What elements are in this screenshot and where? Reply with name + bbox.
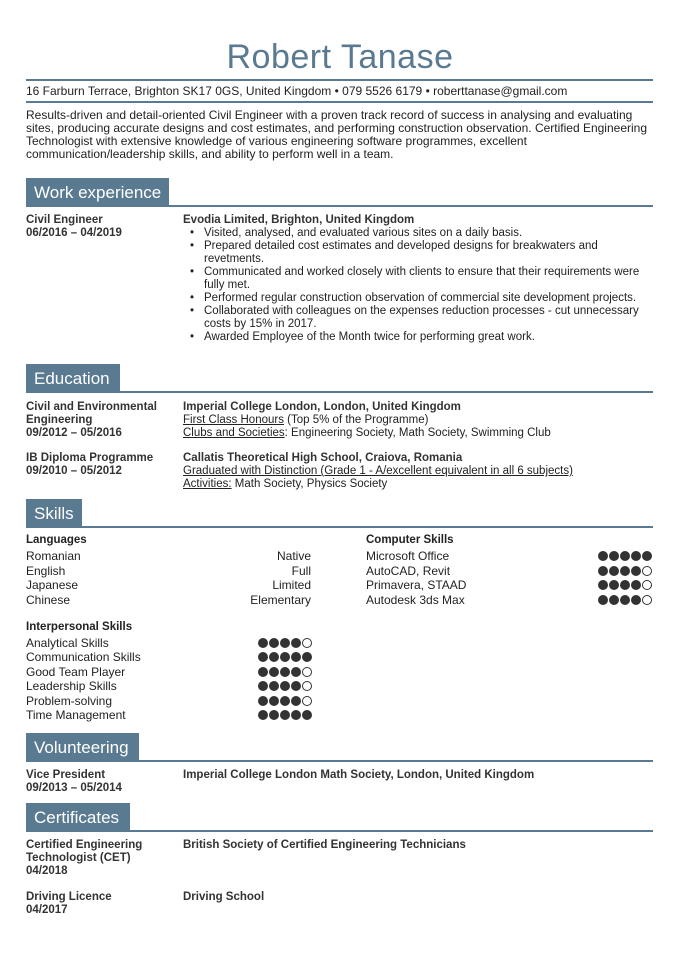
rating-dot-filled: [609, 551, 619, 561]
volunteer-role: Vice President: [26, 769, 106, 781]
rating-dot-filled: [291, 681, 301, 691]
rating-dot-filled: [269, 667, 279, 677]
skill-rating: [258, 710, 312, 720]
volunteer-dates: 09/2013 – 05/2014: [26, 782, 122, 794]
certificate-name: Certified Engineering Technologist (CET): [26, 839, 143, 864]
language-level: Full: [291, 564, 311, 578]
rating-dot-filled: [598, 595, 608, 605]
section-rule-skills: [26, 526, 653, 528]
interpersonal-skill-name: Problem-solving: [26, 694, 113, 708]
rating-dot-filled: [258, 710, 268, 720]
section-heading-work: Work experience: [26, 178, 169, 207]
rating-dot-filled: [291, 652, 301, 662]
job-responsibilities: [204, 227, 644, 344]
education-detail: Activities: Math Society, Physics Society: [183, 478, 388, 490]
interpersonal-skills-heading: Interpersonal Skills: [26, 621, 133, 633]
rating-dot-filled: [291, 638, 301, 648]
activities-label: Activities:: [183, 478, 232, 490]
skill-rating: [598, 595, 652, 605]
job-title: Civil Engineer: [26, 214, 103, 226]
rating-dot-filled: [269, 681, 279, 691]
language-name: English: [26, 564, 66, 578]
rating-dot-filled: [642, 551, 652, 561]
list-item: • Prepared detailed cost estimates and developed designs for breakwaters and revetments.: [204, 240, 644, 266]
skill-rating: [598, 551, 652, 561]
language-level: Elementary: [250, 593, 311, 607]
interpersonal-skill-name: Leadership Skills: [26, 679, 117, 693]
rating-dot-filled: [620, 566, 630, 576]
list-item: • Visited, analysed, and evaluated various sites on a daily basis.: [204, 227, 644, 240]
rating-dot-filled: [280, 696, 290, 706]
rating-dot-filled: [620, 551, 630, 561]
section-rule-volunteering: [26, 760, 653, 762]
education-degree: IB Diploma Programme: [26, 452, 154, 464]
rating-dot-empty: [302, 696, 312, 706]
rating-dot-empty: [302, 667, 312, 677]
rating-dot-filled: [620, 580, 630, 590]
certificate-issuer: Driving School: [183, 891, 265, 903]
skill-rating: [258, 638, 312, 648]
rating-dot-filled: [269, 696, 279, 706]
rating-dot-filled: [631, 580, 641, 590]
list-item: • Collaborated with colleagues on the expenses reduction processes - cut unnecessary costs by 15% in 2017.: [204, 305, 644, 331]
rating-dot-filled: [280, 667, 290, 677]
distinction-label: Graduated with Distinction (Grade 1 - A/excellent equivalent in all 6 subjects): [183, 465, 573, 477]
rating-dot-filled: [609, 580, 619, 590]
computer-skill-name: Primavera, STAAD: [366, 578, 467, 592]
education-detail: [183, 465, 653, 478]
certificate-issuer: British Society of Certified Engineering Technicians: [183, 839, 466, 851]
header-rule-bottom: [26, 101, 653, 103]
computer-skill-name: Microsoft Office: [366, 549, 450, 563]
language-name: Japanese: [26, 578, 79, 592]
education-detail: Clubs and Societies: Engineering Society, Math Society, Swimming Club: [183, 427, 551, 439]
rating-dot-empty: [642, 595, 652, 605]
rating-dot-filled: [609, 566, 619, 576]
education-degree: Civil and Environmental Engineering: [26, 401, 157, 426]
list-item: • Awarded Employee of the Month twice for performing great work.: [204, 331, 644, 344]
rating-dot-filled: [280, 638, 290, 648]
rating-dot-filled: [258, 652, 268, 662]
rating-dot-filled: [269, 710, 279, 720]
section-heading-volunteering: Volunteering: [26, 733, 139, 762]
certificate-date: 04/2017: [26, 904, 68, 916]
rating-dot-filled: [291, 696, 301, 706]
candidate-name: Robert Tanase: [226, 38, 454, 76]
skill-rating: [598, 566, 652, 576]
education-institution: Imperial College London, London, United Kingdom: [183, 401, 461, 413]
skill-rating: [598, 580, 652, 590]
rating-dot-filled: [280, 681, 290, 691]
rating-dot-empty: [642, 566, 652, 576]
rating-dot-filled: [631, 566, 641, 576]
rating-dot-filled: [269, 652, 279, 662]
rating-dot-filled: [258, 696, 268, 706]
rating-dot-empty: [302, 681, 312, 691]
rating-dot-empty: [302, 638, 312, 648]
section-heading-certificates: Certificates: [26, 803, 130, 832]
language-level: Native: [276, 549, 311, 563]
section-rule-certificates: [26, 830, 653, 832]
education-institution: Callatis Theoretical High School, Craiova, Romania: [183, 452, 463, 464]
certificate-date: 04/2018: [26, 865, 68, 877]
language-level: Limited: [272, 578, 311, 592]
interpersonal-skill-name: Communication Skills: [26, 650, 141, 664]
rating-dot-filled: [258, 638, 268, 648]
section-heading-skills: Skills: [26, 499, 82, 528]
list-item: • Communicated and worked closely with clients to ensure that their requirements were fully met.: [204, 266, 644, 292]
section-rule-work: [26, 205, 653, 207]
rating-dot-filled: [258, 667, 268, 677]
rating-dot-filled: [258, 681, 268, 691]
rating-dot-filled: [280, 710, 290, 720]
section-rule-education: [26, 391, 653, 393]
language-name: Chinese: [26, 593, 71, 607]
rating-dot-filled: [269, 638, 279, 648]
education-detail: First Class Honours (Top 5% of the Programme): [183, 414, 429, 426]
interpersonal-skill-name: Time Management: [26, 708, 126, 722]
rating-dot-filled: [631, 551, 641, 561]
languages-heading: Languages: [26, 534, 87, 546]
education-dates: 09/2010 – 05/2012: [26, 465, 122, 477]
professional-summary: Results-driven and detail-oriented Civil Engineer with a proven track record of success in analysing and evaluating sites, producing accurate designs and cost estimates, and performing construction observation. Certified Engineering Technologist with extensive knowledge of various engineering software programmes, excellent communication/leadership skills, and ability to perform well in a team.: [26, 108, 648, 161]
rating-dot-filled: [302, 652, 312, 662]
honours-label: First Class Honours: [183, 414, 284, 426]
skill-rating: [258, 696, 312, 706]
skill-rating: [258, 667, 312, 677]
rating-dot-filled: [620, 595, 630, 605]
clubs-label: Clubs and Societies: [183, 427, 285, 439]
section-heading-education: Education: [26, 364, 120, 393]
interpersonal-skill-name: Analytical Skills: [26, 636, 109, 650]
skill-rating: [258, 652, 312, 662]
interpersonal-skill-name: Good Team Player: [26, 665, 126, 679]
header-rule-top: [26, 79, 653, 81]
volunteer-organization: Imperial College London Math Society, London, United Kingdom: [183, 769, 535, 781]
rating-dot-filled: [291, 710, 301, 720]
skill-rating: [258, 681, 312, 691]
job-dates: 06/2016 – 04/2019: [26, 227, 122, 239]
language-name: Romanian: [26, 549, 81, 563]
rating-dot-filled: [291, 667, 301, 677]
job-employer: Evodia Limited, Brighton, United Kingdom: [183, 214, 415, 226]
rating-dot-filled: [302, 710, 312, 720]
rating-dot-empty: [642, 580, 652, 590]
computer-skill-name: AutoCAD, Revit: [366, 564, 451, 578]
rating-dot-filled: [598, 551, 608, 561]
computer-skill-name: Autodesk 3ds Max: [366, 593, 465, 607]
rating-dot-filled: [609, 595, 619, 605]
list-item: • Performed regular construction observation of commercial site development projects.: [204, 292, 644, 305]
rating-dot-filled: [598, 580, 608, 590]
computer-skills-heading: Computer Skills: [366, 534, 454, 546]
certificate-name: Driving Licence: [26, 891, 112, 903]
contact-line: 16 Farburn Terrace, Brighton SK17 0GS, United Kingdom • 079 5526 6179 • roberttanase@gmail.com: [26, 84, 568, 98]
rating-dot-filled: [598, 566, 608, 576]
rating-dot-filled: [631, 595, 641, 605]
rating-dot-filled: [280, 652, 290, 662]
education-dates: 09/2012 – 05/2016: [26, 427, 122, 439]
